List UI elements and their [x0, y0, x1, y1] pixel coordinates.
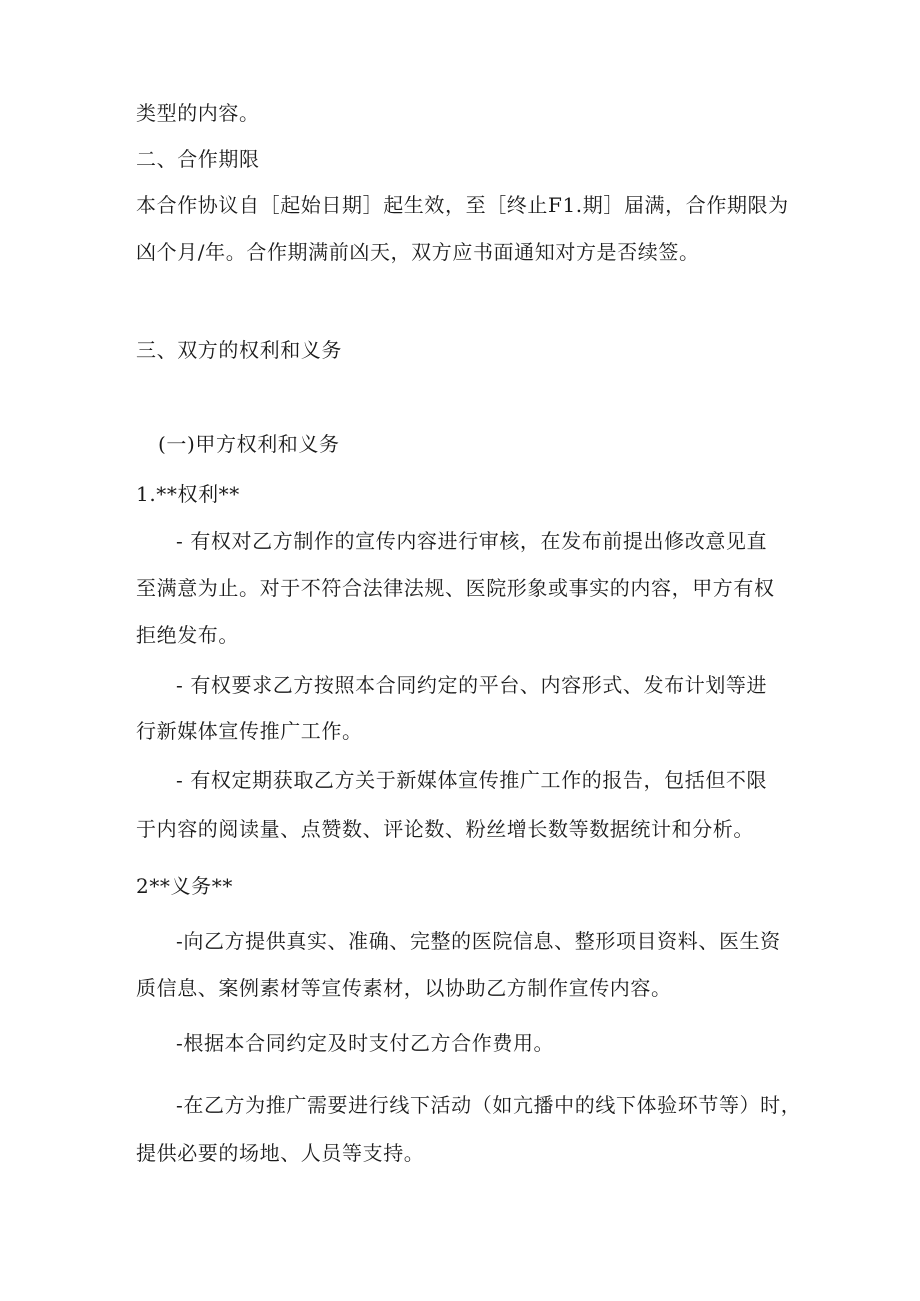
rights-item2-line2: 行新媒体宣传推广工作。: [136, 719, 363, 743]
section2-heading: 二、合作期限: [136, 147, 260, 171]
obligations-item1-line1: -向乙方提供真实、准确、完整的医院信息、整形项目资料、医生资: [176, 929, 781, 953]
rights-item3-line1: - 有权定期获取乙方关于新媒体宣传推广工作的报告，包括但不限: [176, 768, 768, 792]
rights-item3-line2: 于内容的阅读量、点赞数、评论数、粉丝增长数等数据统计和分析。: [136, 817, 754, 841]
obligations-item3-line2: 提供必要的场地、人员等支持。: [136, 1141, 425, 1165]
intro-tail-text: 类型的内容。: [136, 101, 260, 125]
section2-paragraph-line1: 本合作协议自［起始日期］起生效，至［终止F1.期］届满，合作期限为: [136, 193, 789, 217]
party-a-heading: (一)甲方权利和义务: [158, 432, 340, 456]
rights-item2-line1: - 有权要求乙方按照本合同约定的平台、内容形式、发布计划等进: [176, 673, 768, 697]
obligations-heading: 2**义务**: [136, 874, 233, 898]
section2-paragraph-line2: 凶个月/年。合作期满前凶天，双方应书面通知对方是否续签。: [136, 240, 700, 264]
rights-item1-line2: 至满意为止。对于不符合法律法规、医院形象或事实的内容，甲方有权: [136, 576, 775, 600]
rights-heading: 1.**权利**: [136, 482, 240, 506]
rights-item1-line1: - 有权对乙方制作的宣传内容进行审核，在发布前提出修改意见直: [176, 529, 768, 553]
obligations-item2-line1: -根据本合同约定及时支付乙方合作费用。: [176, 1031, 555, 1055]
section3-heading: 三、双方的权利和义务: [136, 338, 342, 362]
obligations-item1-line2: 质信息、案例素材等宣传素材，以协助乙方制作宣传内容。: [136, 976, 672, 1000]
obligations-item3-line1: -在乙方为推广需要进行线下活动（如亢播中的线下体验环节等）时，: [176, 1093, 802, 1117]
rights-item1-line3: 拒绝发布。: [136, 623, 239, 647]
